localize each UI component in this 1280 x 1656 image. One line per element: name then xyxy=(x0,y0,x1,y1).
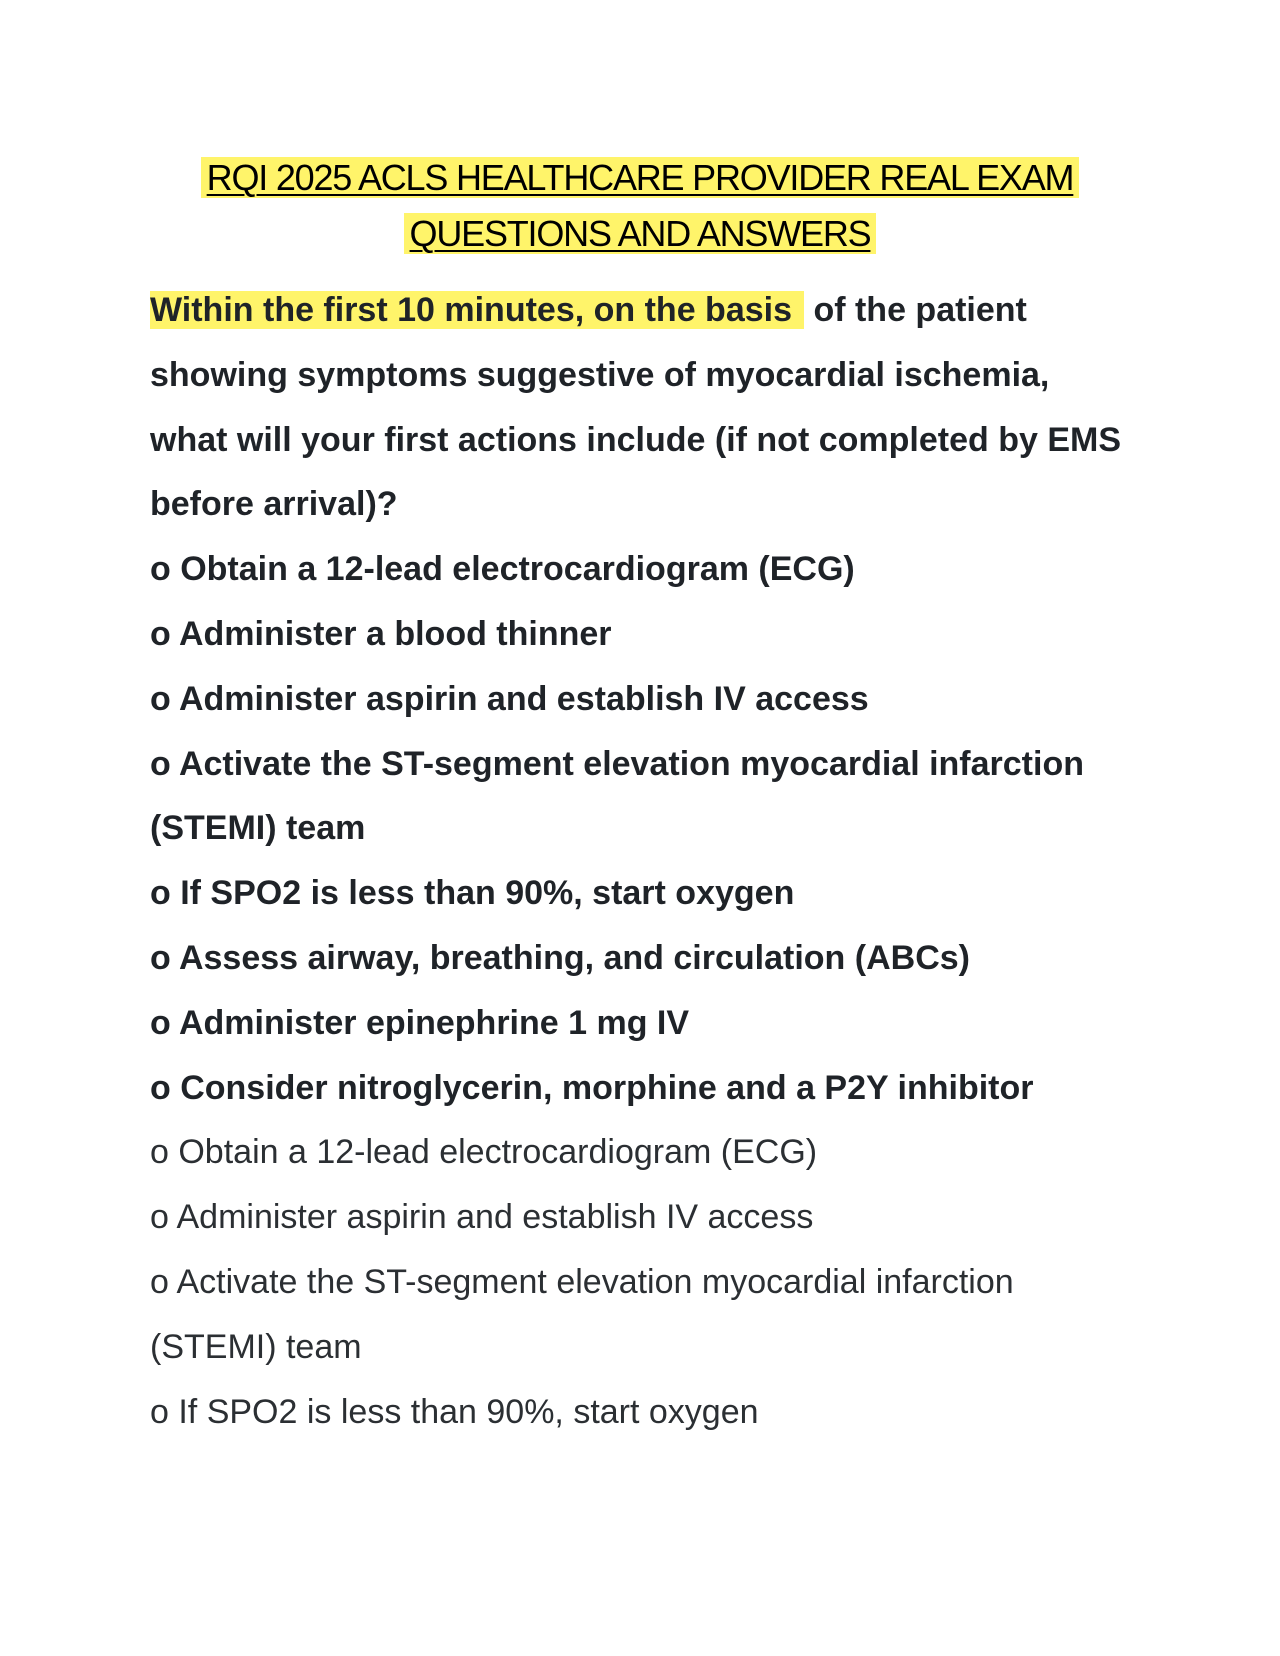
option-item: o Consider nitroglycerin, morphine and a P2Y inhibitor xyxy=(150,1068,1034,1107)
title-line-2: QUESTIONS AND ANSWERS xyxy=(404,213,877,254)
option-item: o Obtain a 12-lead electrocardiogram (ECG) xyxy=(150,550,855,589)
question-rest-text: of the patient showing symptoms suggestive of myocardial ischemia, what will your first actions include (if not completed by EMS before arrival)? xyxy=(150,291,1121,524)
options-list xyxy=(150,537,1130,1120)
option-item: o Activate the ST-segment elevation myocardial infarction (STEMI) team xyxy=(150,744,1084,848)
document-body xyxy=(150,278,1130,1444)
answer-item: o If SPO2 is less than 90%, start oxygen xyxy=(150,1392,759,1431)
option-item: o Administer epinephrine 1 mg IV xyxy=(150,1003,690,1042)
document-title xyxy=(150,150,1130,262)
question-highlighted-text: Within the first 10 minutes, on the basis xyxy=(150,291,804,329)
option-item: o Administer aspirin and establish IV access xyxy=(150,679,869,718)
answer-item: o Obtain a 12-lead electrocardiogram (ECG) xyxy=(150,1133,818,1172)
option-item: o If SPO2 is less than 90%, start oxygen xyxy=(150,874,795,913)
answers-list xyxy=(150,1120,1130,1444)
question-text xyxy=(150,278,1130,537)
option-item: o Administer a blood thinner xyxy=(150,614,612,653)
option-item: o Assess airway, breathing, and circulation (ABCs) xyxy=(150,938,970,977)
answer-item: o Activate the ST-segment elevation myocardial infarction (STEMI) team xyxy=(150,1262,1014,1366)
title-line-1: RQI 2025 ACLS HEALTHCARE PROVIDER REAL EXAM xyxy=(201,157,1080,198)
answer-item: o Administer aspirin and establish IV access xyxy=(150,1198,814,1237)
